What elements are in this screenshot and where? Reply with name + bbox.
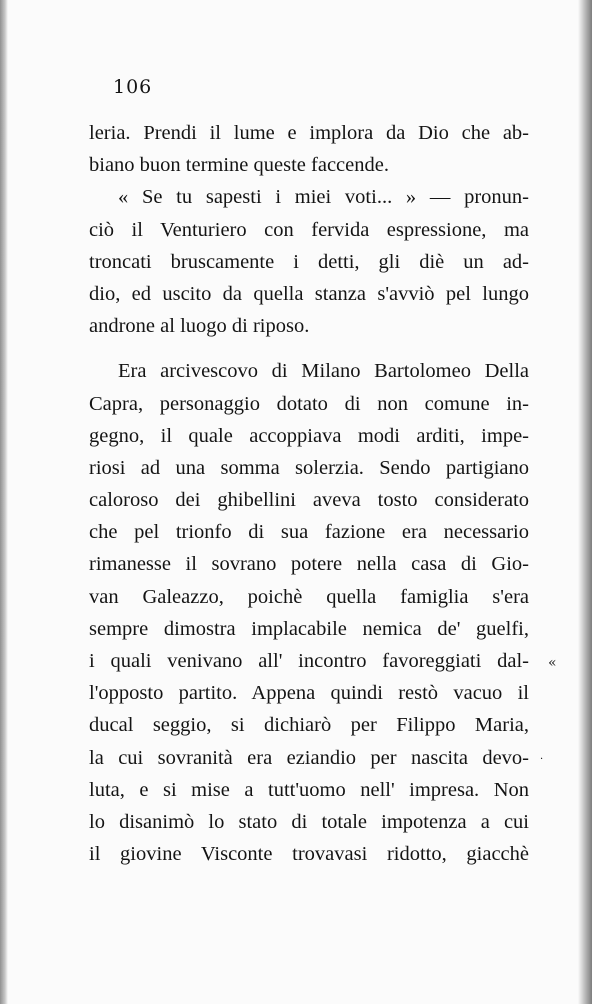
text-line: androne al luogo di riposo. [89,315,310,338]
text-line: sempre dimostra implacabile nemica de' guelfi, [89,617,529,640]
page-right-edge-shadow [578,0,592,1004]
text-line: dio, ed uscito da quella stanza s'avviò pel lungo [89,282,529,305]
page-left-edge-shadow [0,0,8,1004]
text-line: leria. Prendi il lume e implora da Dio che ab- [89,122,529,144]
text-line: Capra, personaggio dotato di non comune in- [89,392,529,415]
text-line: luta, e si mise a tutt'uomo nell' impresa. Non [89,778,529,801]
text-line: biano buon termine queste faccende. [89,154,389,177]
text-line: lo disanimò lo stato di totale impotenza a cui [89,810,529,833]
text-line: i quali venivano all' incontro favoreggiati dal- [89,650,529,672]
paragraph-gap [89,342,529,355]
page-number: 106 [113,76,153,98]
text-line: Era arcivescovo di Milano Bartolomeo Della [118,360,529,383]
margin-dot-mark: · [540,754,544,765]
text-line: l'opposto partito. Appena quindi restò vacuo il [89,682,529,705]
text-line: « Se tu sapesti i miei voti... » — pronun- [118,186,529,209]
text-line: la cui sovranità era eziandio per nascita devo- [89,746,529,769]
margin-mark: « [548,655,557,671]
text-line: il giovine Visconte trovavasi ridotto, giacchè [89,843,529,866]
text-line: ciò il Venturiero con fervida espressione, ma [89,218,529,241]
text-line: van Galeazzo, poichè quella famiglia s'era [89,585,529,608]
text-line: gegno, il quale accoppiava modi arditi, impe- [89,424,529,447]
text-line: troncati bruscamente i detti, gli diè un ad- [89,250,529,273]
text-line: caloroso dei ghibellini aveva tosto considerato [89,489,529,512]
text-line: ducal seggio, si dichiarò per Filippo Maria, [89,714,529,737]
text-line: che pel trionfo di sua fazione era necessario [89,521,529,544]
text-line: riosi ad una somma solerzia. Sendo partigiano [89,456,529,479]
body-text [89,117,529,870]
text-line: rimanesse il sovrano potere nella casa di Gio- [89,553,529,576]
